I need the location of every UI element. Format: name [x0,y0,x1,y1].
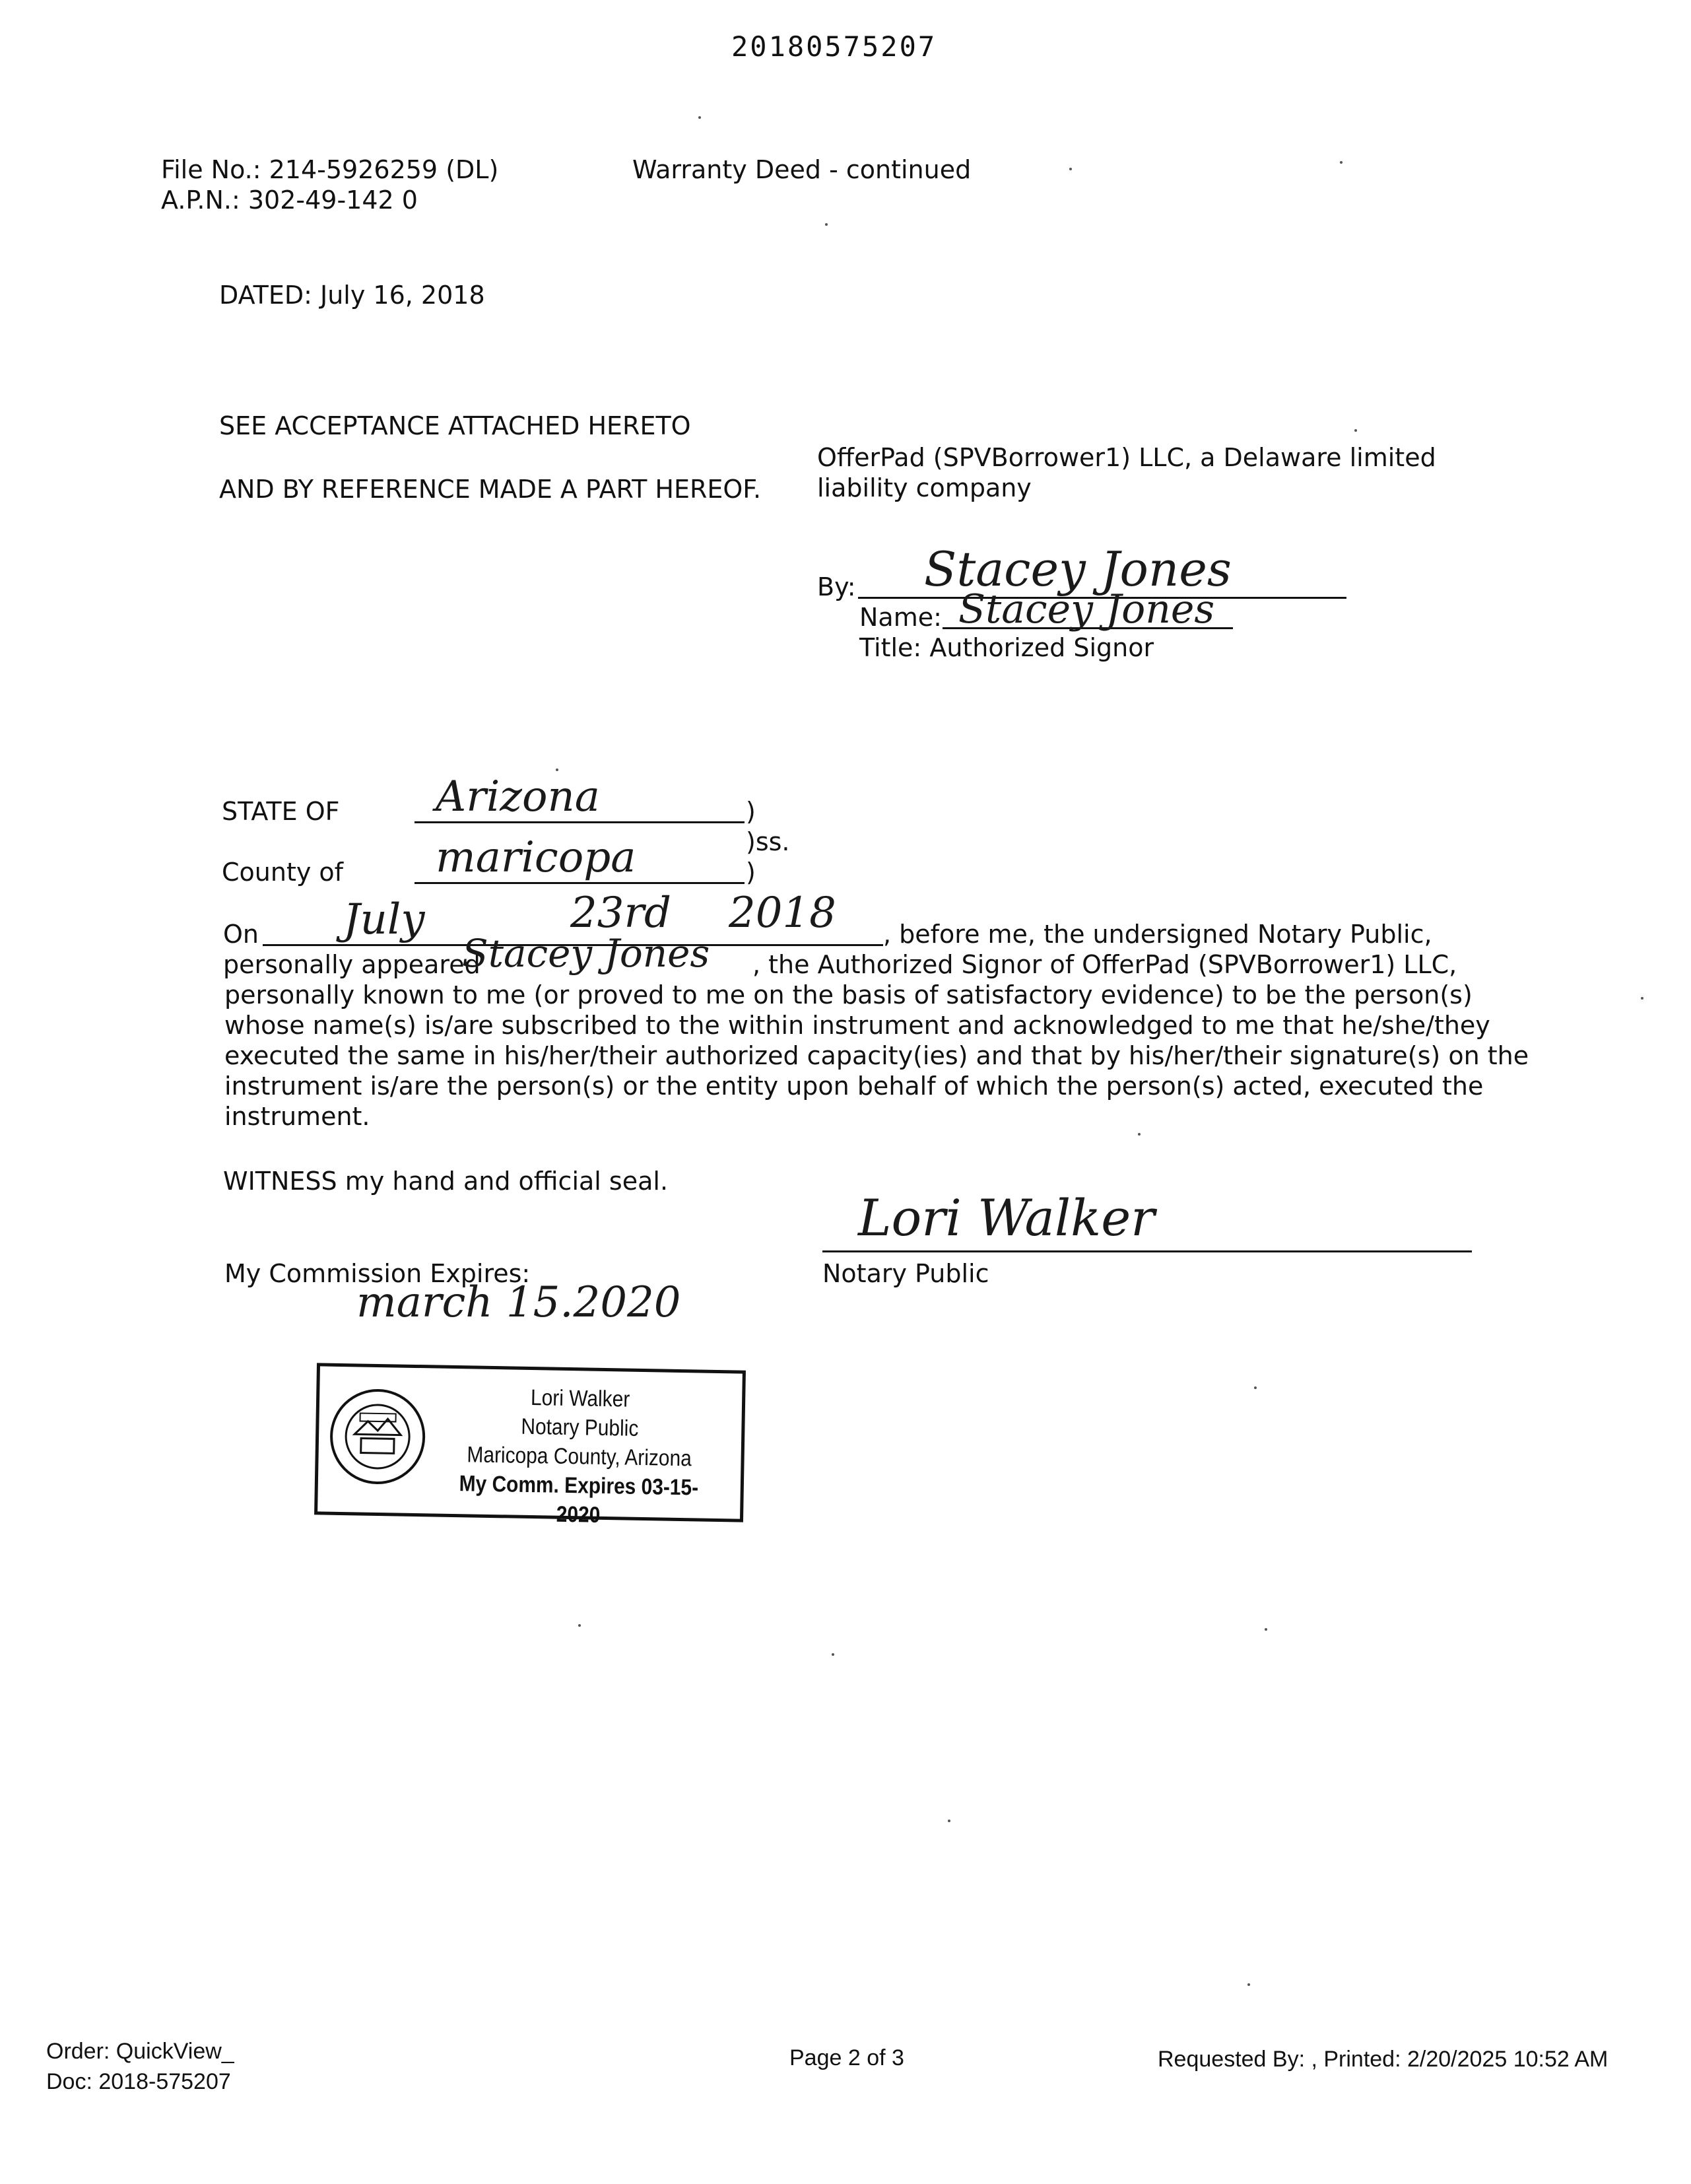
speck [1247,1983,1250,1986]
county-line [414,882,745,884]
apn-number: A.P.N.: 302-49-142 0 [161,186,418,215]
ack-year-handwritten: 2018 [729,889,836,938]
county-label: County of [222,858,344,887]
arizona-seal-icon [327,1386,428,1487]
speck [556,768,558,771]
venue-ss: )ss. [746,827,790,856]
speck [1354,429,1357,432]
witness-line: WITNESS my hand and official seal. [223,1167,669,1196]
footer-order: Order: QuickView_ [46,2039,234,2064]
speck [832,1653,834,1656]
ack-day-handwritten: 23rd [570,889,671,938]
speck [825,223,828,226]
appeared-name-handwritten: Stacey Jones [462,931,710,976]
grantor-signature: Stacey Jones [924,541,1232,597]
ack-month-handwritten: July [343,895,425,944]
state-line [414,821,745,823]
on-label: On [223,920,259,949]
ack-line-7: instrument. [224,1102,370,1131]
footer-page: Page 2 of 3 [789,2045,904,2070]
ack-line-3: personally known to me (or proved to me on the basis of satisfactory evidence) to be the person(s) [224,980,1473,1009]
county-handwritten: maricopa [436,833,636,882]
title-line: Title: Authorized Signor [859,633,1154,662]
footer-requested: Requested By: , Printed: 2/20/2025 10:52 AM [1158,2047,1608,2072]
notary-signature-line [822,1250,1472,1252]
dated-line: DATED: July 16, 2018 [219,281,485,310]
notary-public-label: Notary Public [822,1259,989,1288]
acceptance-line-1: SEE ACCEPTANCE ATTACHED HERETO [219,411,691,440]
file-number: File No.: 214-5926259 (DL) [161,155,499,184]
grantor-line-2: liability company [817,473,1032,502]
ack-line2-suffix: , the Authorized Signor of OfferPad (SPVBorrower1) LLC, [752,950,1457,979]
speck [1254,1386,1257,1389]
state-handwritten: Arizona [436,772,600,821]
name-label: Name: [859,603,942,632]
venue-paren-2: ) [746,858,756,887]
recording-number: 20180575207 [731,30,937,63]
speck [1265,1628,1267,1631]
speck [1069,168,1072,170]
ack-line-5: executed the same in his/her/their authorized capacity(ies) and that by his/her/their signature(s) on the [224,1041,1529,1070]
ack-line-4: whose name(s) is/are subscribed to the within instrument and acknowledged to me that he/she/they [224,1011,1490,1040]
by-label: By: [817,572,856,601]
grantor-line-1: OfferPad (SPVBorrower1) LLC, a Delaware limited [817,443,1436,472]
notary-signature: Lori Walker [858,1188,1155,1247]
speck [1340,161,1343,164]
venue-paren-1: ) [746,797,756,826]
stamp-expiry: My Comm. Expires 03-15-2020 [459,1471,699,1528]
footer-doc: Doc: 2018-575207 [46,2069,231,2094]
stamp-name: Lori Walker [530,1385,630,1412]
commission-handwritten: march 15.2020 [356,1278,681,1327]
speck [578,1624,581,1627]
ack-after-date: , before me, the undersigned Notary Public, [883,920,1432,949]
commission-label: My Commission Expires: [224,1259,531,1288]
ack-line2-prefix: personally appeared [223,950,481,979]
state-label: STATE OF [222,797,340,826]
acceptance-line-2: AND BY REFERENCE MADE A PART HEREOF. [219,475,762,504]
acknowledgment-body [224,980,1529,1132]
notary-stamp [314,1363,746,1528]
stamp-title: Notary Public [521,1414,639,1441]
speck [1138,1133,1141,1136]
document-title: Warranty Deed - continued [632,155,972,184]
speck [698,116,701,119]
ack-line-6: instrument is/are the person(s) or the entity upon behalf of which the person(s) acted, executed the [224,1072,1484,1101]
grantor-name-handwritten: Stacey Jones [958,586,1215,632]
speck [1641,997,1643,1000]
stamp-county: Maricopa County, Arizona [467,1442,692,1472]
speck [948,1820,950,1822]
